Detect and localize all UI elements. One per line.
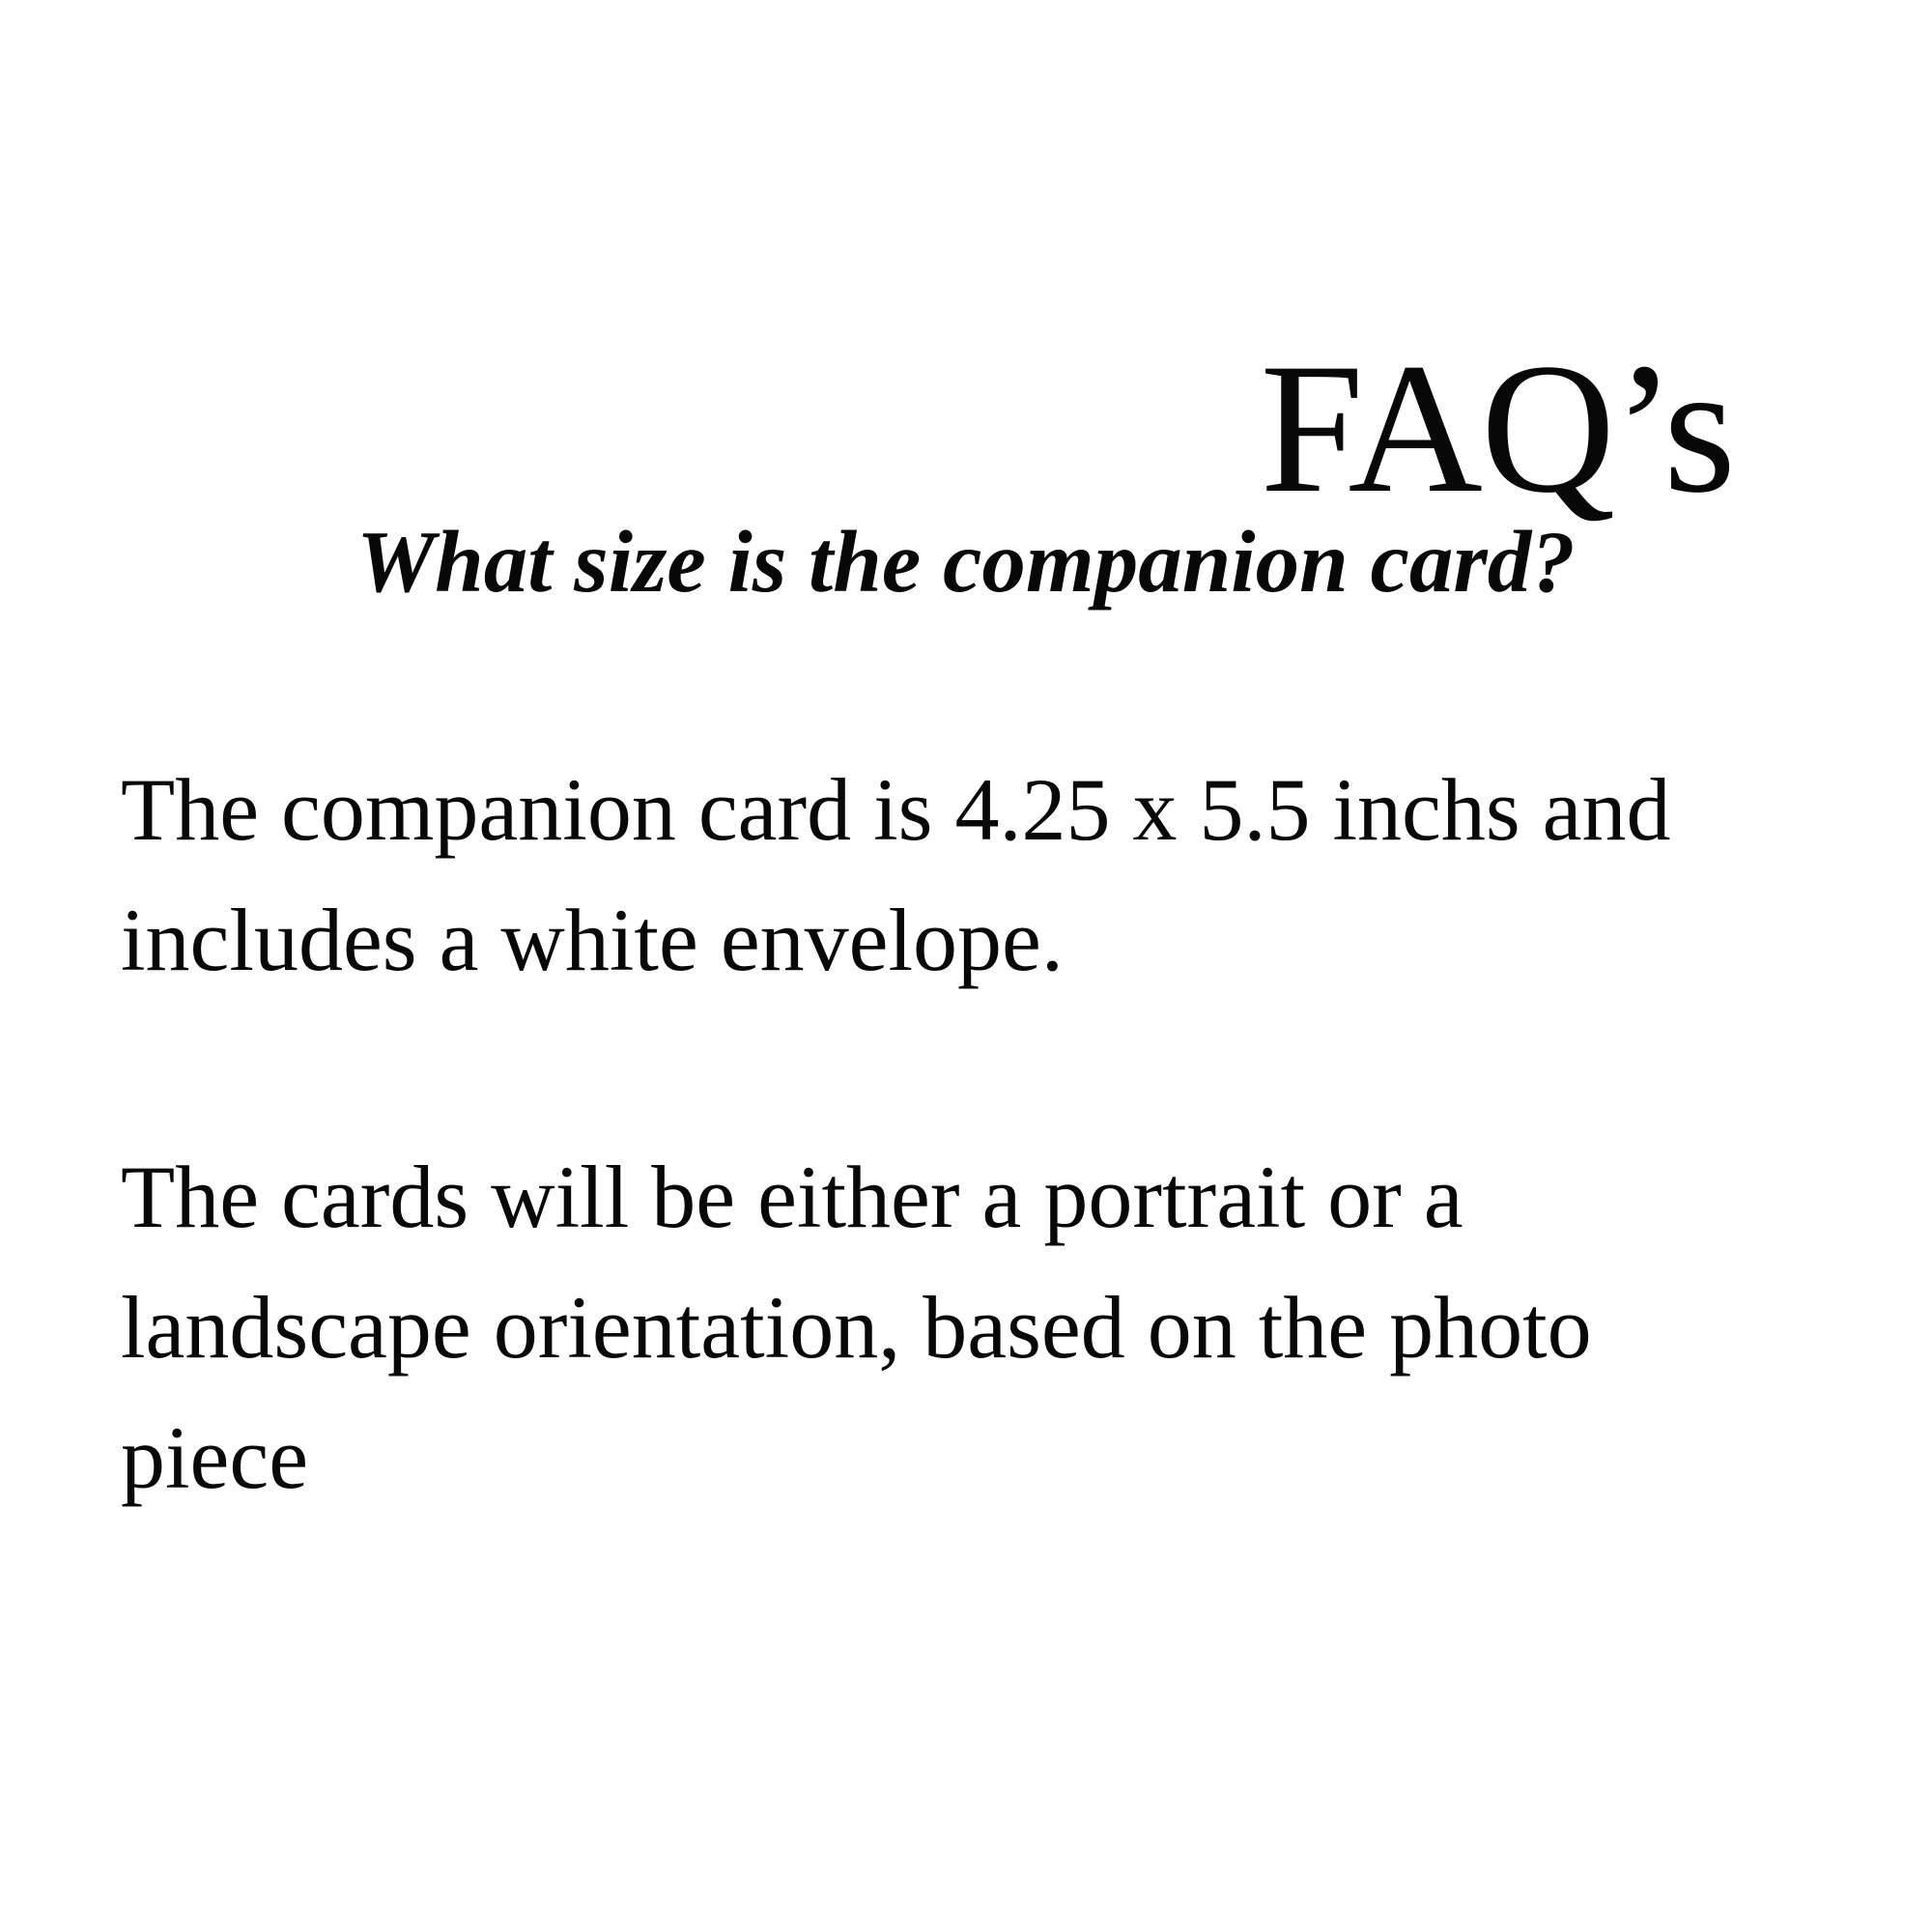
text-line: includes a white envelope. [121, 891, 1064, 989]
text-line: landscape orientation, based on the photo [121, 1278, 1592, 1377]
text-line: piece [121, 1408, 309, 1507]
text-line: The companion card is 4.25 x 5.5 inchs and [121, 760, 1671, 859]
text-line: The cards will be either a portrait or a [121, 1148, 1463, 1246]
faq-answer-paragraph-size [121, 745, 1845, 1006]
faq-answers [121, 745, 1845, 1523]
faq-answer-paragraph-orientation [121, 1132, 1845, 1523]
page-title: FAQ’s [1260, 325, 1734, 532]
faq-question-heading: What size is the companion card? [356, 513, 1576, 611]
